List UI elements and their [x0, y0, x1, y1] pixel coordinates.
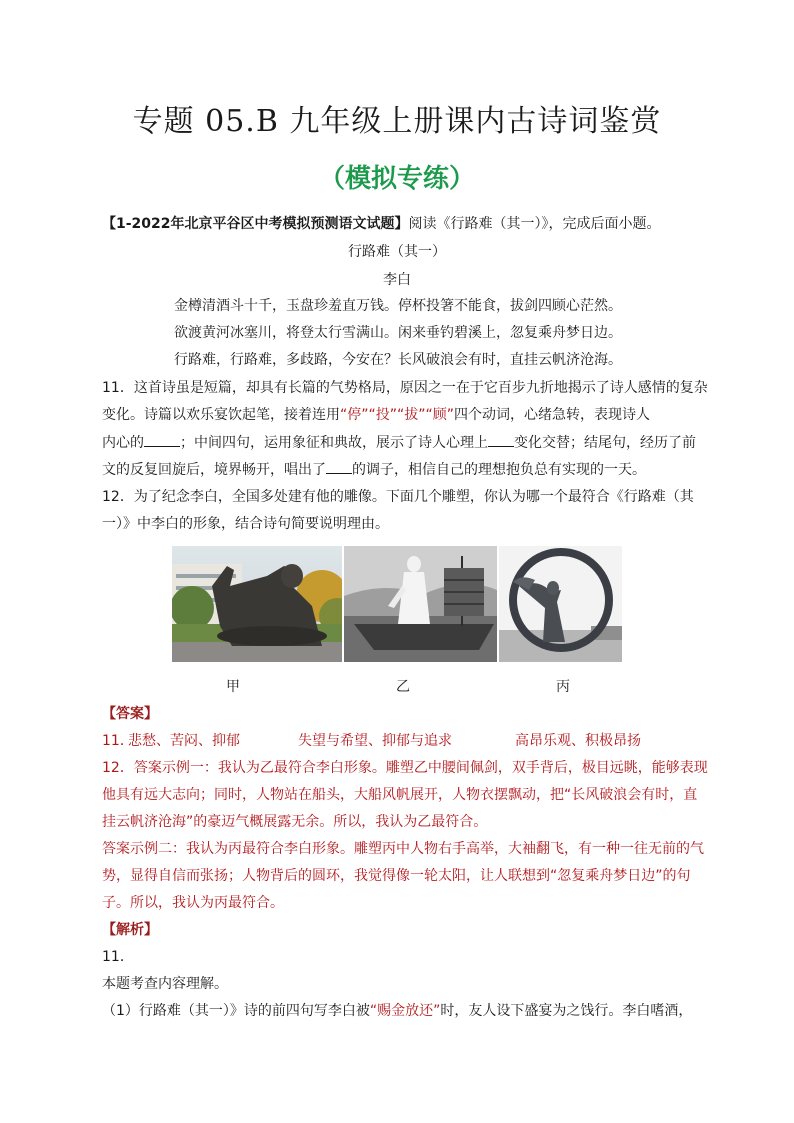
analysis-label: 【解析】 — [102, 922, 158, 938]
q11-text: 变化。诗篇以欢乐宴饮起笔，接着连用 — [102, 407, 340, 423]
page-subtitle: （模拟专练） — [318, 164, 475, 194]
q11-text: 四个动词，心绪急转，表现诗人 — [454, 407, 651, 423]
q12-line: 12．为了纪念李白，全国多处建有他的雕像。下面几个雕塑，你认为哪一个最符合《行路难（其 — [102, 489, 694, 505]
q11-line: 11．这首诗虽是短篇，却具有长篇的气势格局，原因之一在于它百步九折地揭示了诗人感情的复杂 — [102, 380, 708, 396]
statue-photo-yi — [344, 546, 497, 662]
answer-12-line: 挂云帆济沧海”的豪迈气概展露无余。所以，我认为乙最符合。 — [102, 814, 488, 830]
answer-11: 11． — [102, 733, 134, 749]
poem-author: 李白 — [383, 272, 411, 288]
q12-line: 一）》中李白的形象，结合诗句简要说明理由。 — [102, 516, 389, 532]
answer-blank[interactable] — [326, 459, 352, 474]
analysis-text: 时，友人设下盛宴为之饯行。李白嗜酒， — [440, 1003, 693, 1019]
question-source: 【1-2022年北京平谷区中考模拟预测语文试题】 — [102, 216, 409, 232]
poem-title: 行路难（其一） — [348, 244, 446, 260]
analysis-number: 11． — [102, 949, 134, 965]
answer-12-line: 12．答案示例一：我认为乙最符合李白形象。雕塑乙中腰间佩剑，双手背后，极目远眺，能够表现 — [102, 760, 708, 776]
analysis-text: （1）行路难（其一）》诗的前四句写李白被 — [102, 1003, 370, 1019]
answer-blank[interactable] — [144, 432, 180, 447]
q11-text: 变化交替；结尾句，经历了前 — [514, 435, 696, 451]
answer-blank[interactable] — [488, 432, 514, 447]
q11-text: 文的反复回旋后，境界畅开，唱出了 — [102, 462, 326, 478]
statue-photo-bing — [499, 546, 622, 662]
answer-12-line: 答案示例二：我认为丙最符合李白形象。雕塑丙中人物右手高举，大袖翻飞，有一种一往无前的气 — [102, 841, 704, 857]
answer-12-line: 他具有远大志向；同时，人物站在船头，大船风帆展开，人物衣摆飘动，把“长风破浪会有时，直 — [102, 787, 698, 803]
question-header — [102, 214, 661, 235]
analysis-line: 本题考查内容理解。 — [102, 976, 228, 992]
answer-12-line: 子。所以，我认为丙最符合。 — [102, 895, 284, 911]
answer-11-part: 失望与希望、抑郁与追求 — [298, 733, 452, 749]
answer-11-part: 高昂乐观、积极昂扬 — [515, 733, 641, 749]
answer-11-part: 悲愁、苦闷、抑郁 — [128, 733, 240, 749]
q11-verbs: “停”“投”“拔”“顾” — [340, 407, 455, 423]
analysis-quote: “赐金放还” — [369, 1003, 441, 1019]
answer-label: 【答案】 — [102, 706, 158, 722]
q11-text: 内心的 — [102, 435, 144, 451]
q11-text: ；中间四句，运用象征和典故，展示了诗人心理上 — [180, 435, 488, 451]
page-title: 专题 05.B 九年级上册课内古诗词鉴赏 — [132, 104, 662, 139]
photo-caption: 丙 — [556, 679, 570, 695]
q11-line — [102, 432, 696, 454]
q11-text: 的调子，相信自己的理想抱负总有实现的一天。 — [352, 462, 646, 478]
answer-12-line: 势，显得自信而张扬；人物背后的圆环，我觉得像一轮太阳，让人联想到“忽复乘舟梦日边”的句 — [102, 868, 691, 884]
statue-photo-jia — [172, 546, 342, 662]
q11-line — [102, 405, 650, 426]
photo-caption: 乙 — [396, 679, 410, 695]
poem-line: 欲渡黄河冰塞川，将登太行雪满山。闲来垂钓碧溪上，忽复乘舟梦日边。 — [174, 325, 622, 341]
analysis-line — [102, 1001, 692, 1022]
photo-caption: 甲 — [226, 679, 240, 695]
q11-line — [102, 459, 646, 481]
poem-line: 行路难，行路难，多歧路，今安在？长风破浪会有时，直挂云帆济沧海。 — [174, 352, 622, 368]
poem-line: 金樽清酒斗十千，玉盘珍羞直万钱。停杯投箸不能食，拔剑四顾心茫然。 — [174, 298, 622, 314]
question-intro: 阅读《行路难（其一）》，完成后面小题。 — [408, 216, 661, 232]
